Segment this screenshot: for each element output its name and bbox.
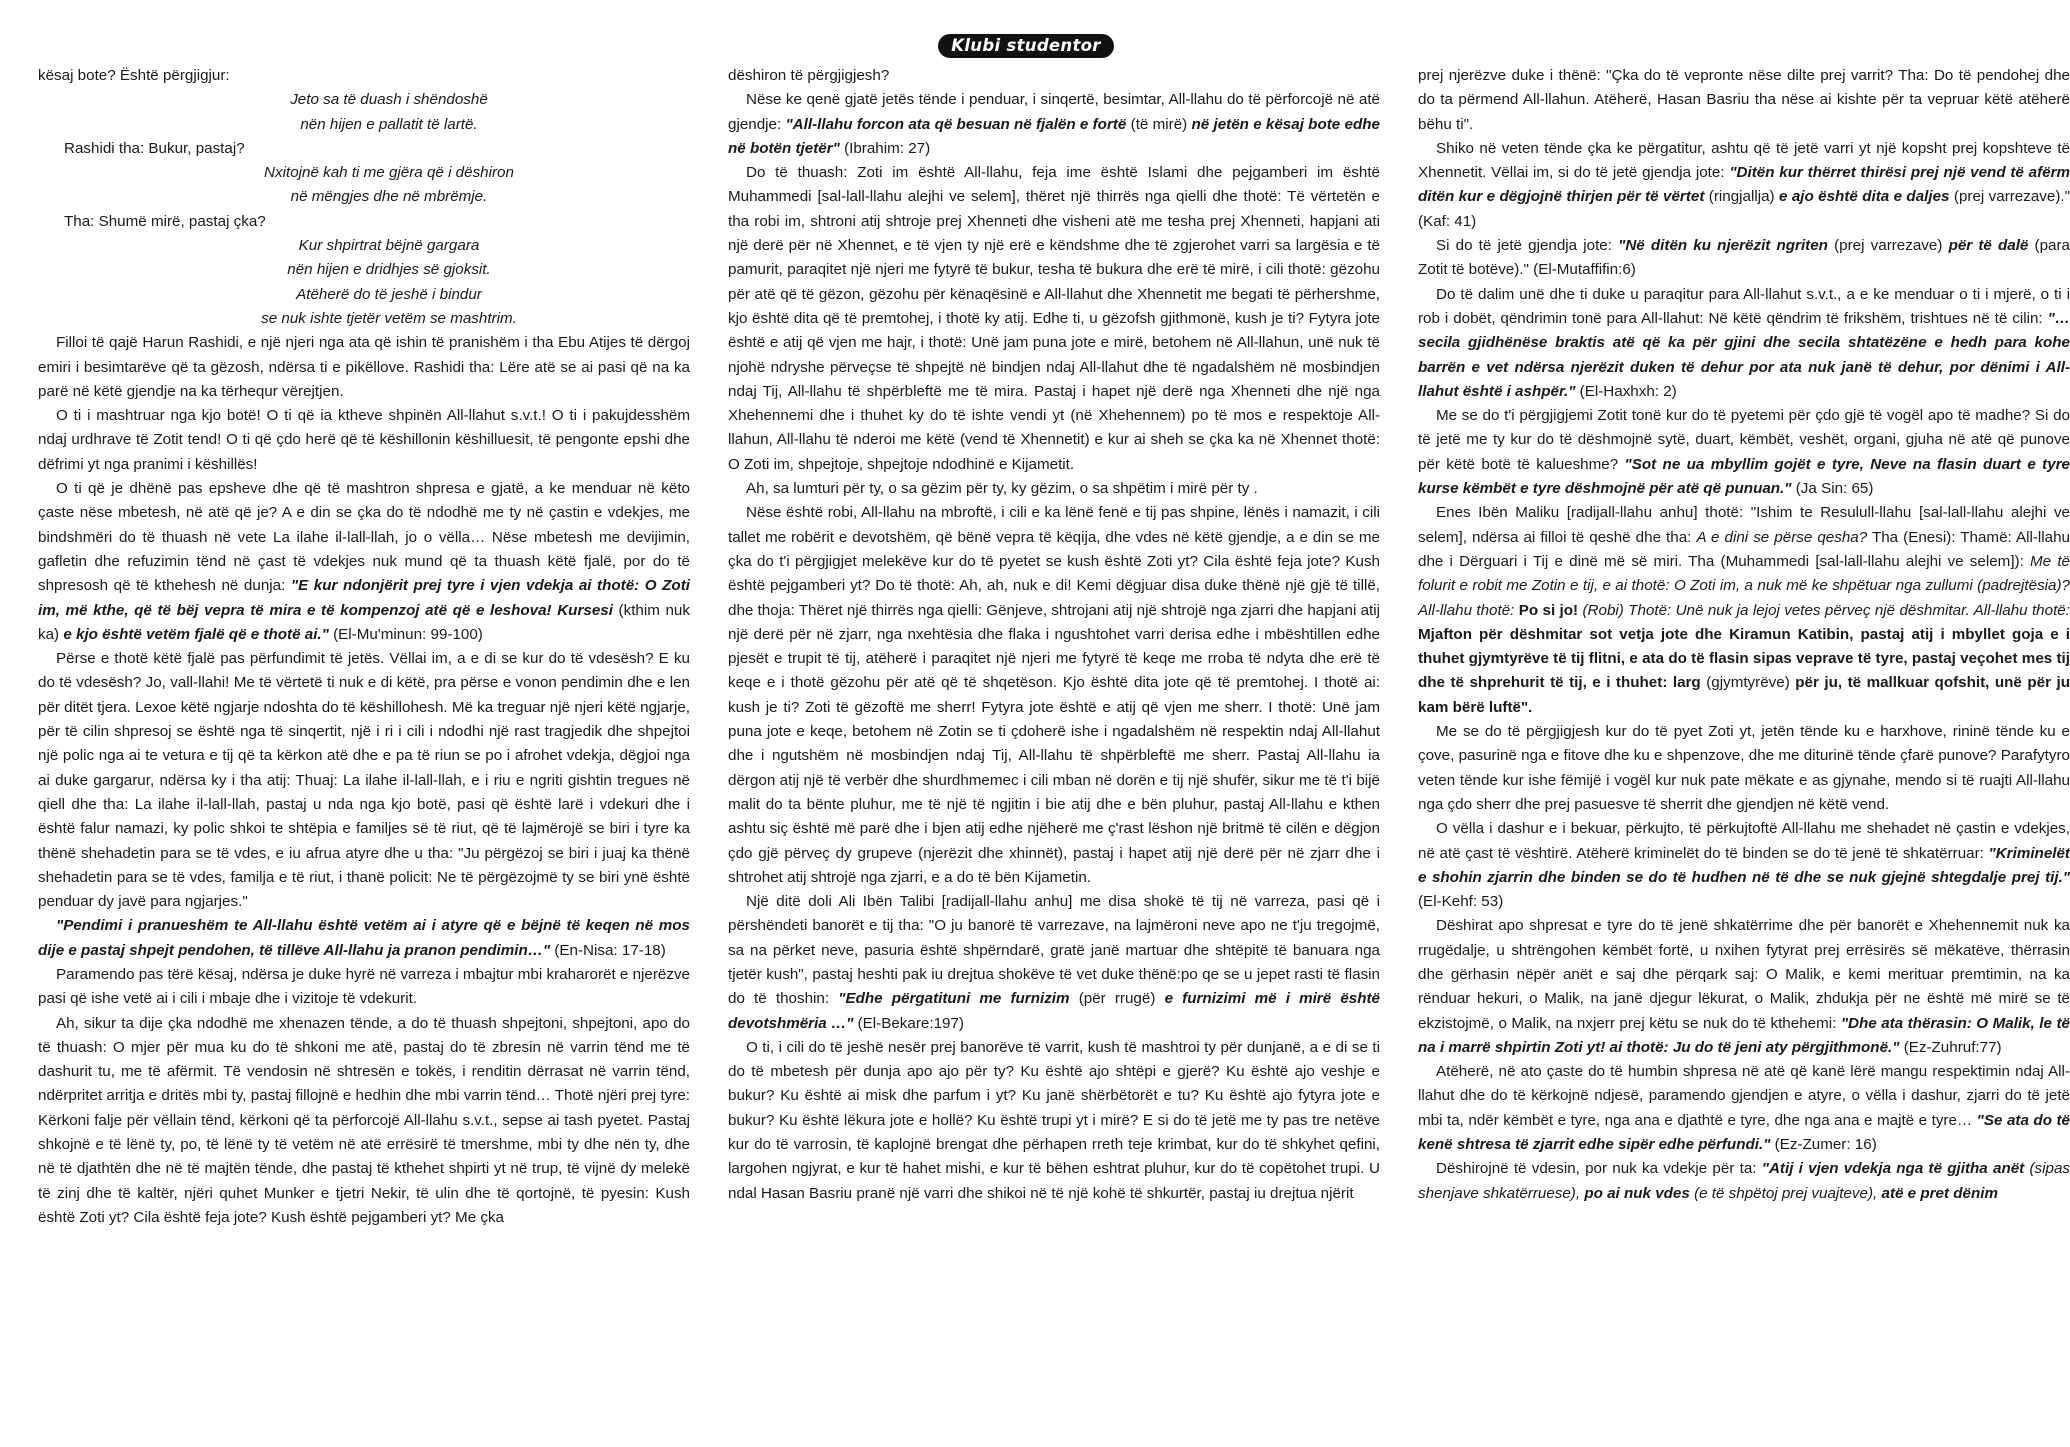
verse-line: në mëngjes dhe në mbrëmje. bbox=[290, 188, 488, 206]
paragraph: prej njerëzve duke i thënë: "Çka do të vepronte nëse dilte prej varrit? Tha: Do të pendohej dhe do ta përmend All-llahun. Atëherë, Hasan Basriu tha nëse ai kishte për ta vepruar këtë atëherë bëhu ti". bbox=[1418, 67, 2070, 133]
quote-reference: (El-Kehf: 53) bbox=[1418, 893, 1504, 911]
quran-quote: "Se ata do të kenë shtresa të zjarrit edhe sipër edhe përfundi." bbox=[1418, 1111, 2070, 1154]
quran-quote: po ai nuk vdes bbox=[1584, 1184, 1690, 1202]
paragraph: Rashidi tha: Bukur, pastaj? bbox=[64, 139, 245, 157]
text: Do të dalim unë dhe ti duke u paraqitur para All-llahut s.v.t., a e ke menduar o ti i mjerë, o ti i rob i dobët, qëndrimin tonë para All-llahut: Në këtë qëndrim të frikshëm, trishtues në të cilin: bbox=[1418, 285, 2070, 327]
text: Enes Ibën Maliku [radijall-llahu anhu] thotë: "Ishim te Resulull-llahu [sal-lall-llahu alejhi ve selem], ndërsa ai filloi të qeshë dhe tha: bbox=[1418, 504, 2070, 546]
quote-reference: (El-Mutaffifin:6) bbox=[1533, 261, 1636, 279]
verse-line: se nuk ishte tjetër vetëm se mashtrim. bbox=[261, 309, 517, 327]
quote-reference: (El-Haxhxh: 2) bbox=[1579, 382, 1677, 400]
paragraph bbox=[728, 890, 1380, 1036]
paragraph bbox=[1418, 1157, 2070, 1206]
paragraph bbox=[1418, 137, 2070, 234]
section-badge: Klubi studentor bbox=[938, 34, 1114, 58]
paragraph: Tha: Shumë mirë, pastaj çka? bbox=[64, 212, 266, 230]
text: (kthim nuk ka) bbox=[38, 601, 690, 643]
paragraph bbox=[728, 88, 1380, 161]
quran-quote: "Pendimi i pranueshëm te All-llahu është vetëm ai i atyre që e bëjnë të keqen në mos dije e pastaj shpejt pendohen, të tillëve All-llahu ja pranon pendimin…" bbox=[38, 917, 690, 959]
text: Shiko në veten tënde çka ke përgatitur, ashtu që të jetë varri yt një kopsht prej kopshteve të Xhennetit. Vëllai im, si do të jetë gjendja jote: bbox=[1418, 139, 2070, 182]
quran-quote: në jetën e kësaj bote edhe në botën tjetër" bbox=[728, 115, 1380, 157]
quran-quote: "Kriminelët e shohin zjarrin dhe binden se do të hudhen në të dhe se nuk gjejnë shtegdalje prej tij." bbox=[1418, 844, 2070, 886]
hadith-emphasis: për ju, të mallkuar qofshit, unë për ju kam bërë luftë". bbox=[1418, 674, 2070, 716]
text: O vëlla i dashur e i bekuar, përkujto, të përkujtoftë All-llahu me shehadet në çastin e vdekjes, në atë çast të vështirë. Atëherë kriminelët do të binden se do të jenë të shkatërruar: bbox=[1418, 820, 2070, 862]
paragraph: dëshiron të përgjigjesh? bbox=[728, 67, 890, 84]
paragraph bbox=[1418, 914, 2070, 1060]
text: (prej varrezave) bbox=[1834, 237, 1943, 255]
column-middle bbox=[728, 64, 1380, 1206]
verse-line: Nxitojnë kah ti me gjëra që i dëshiron bbox=[264, 164, 514, 182]
paragraph bbox=[1418, 1060, 2070, 1157]
hadith-text: (Robi) Thotë: Unë nuk ja lejoj vetes përveç një dëshmitar. All-llahu thotë: bbox=[1582, 601, 2070, 619]
text: Dëshirat apo shpresat e tyre do të jenë shkatërrime dhe për banorët e Xhehennemit nuk ka rrugëdalje, u shtrëngohen këmbët fortë, u nxihen fytyrat prej errësirës së mëkatëve, thërrasin dhe gërhasin nëpër anët e saj dhe përqark saj: O Malik, e kemi merituar premtimin, na ka rënduar hekuri, o Malik, na janë djegur lëkurat, o Malik, zhdukja për ne është më mirë se të ekzistojmë, o Malik, na nxjerr prej këtu se nuk do të kthehemi: bbox=[1418, 917, 2070, 1032]
text: Një ditë doli Ali Ibën Talibi [radijall-llahu anhu] me disa shokë të tij në varreza, pasi që i përshëndeti banorët e tij tha: "O ju banorë të varrezave, na lajmëroni neve apo ne t'ju tregojmë, sa na përket neve, pasuria është shpërndarë, gratë janë martuar dhe shtëpitë të banuara nga tjetër kush", pastaj heshti pak iu drejtua shokëve të vet duke thënë:po qe se u jepet rasti të flasin do të thoshin: bbox=[728, 893, 1380, 1008]
hadith-emphasis: Po si jo! bbox=[1518, 601, 1579, 619]
quran-quote: "… secila gjidhënëse braktis atë që ka për gjini dhe secila shtatëzëne e hedh para kohe barrën e vet ndërsa njerëzit duken të dehur por ata nuk janë të dehur, por dënimi i All-llahut është i ashpër." bbox=[1418, 309, 2070, 400]
quran-quote: "Edhe përgatituni me furnizim bbox=[838, 990, 1070, 1008]
quran-quote: e furnizimi më i mirë është devotshmëria …" bbox=[728, 990, 1380, 1032]
quote-reference: (Ez-Zuhruf:77) bbox=[1903, 1038, 2002, 1056]
paragraph: Filloi të qajë Harun Rashidi, e një njeri nga ata që ishin të pranishëm i tha Ebu Atijes të dërgoj emiri i besimtarëve që ta gëzosh, ndërsa ti e pikëllove. Rashidi tha: Lëre atë se ai pasi që na ka parë në këtë gjendje na ka tërhequr vërejtjen. bbox=[38, 334, 690, 400]
paragraph bbox=[1418, 283, 2070, 404]
paragraph: Ah, sikur ta dije çka ndodhë me xhenazen tënde, a do të thuash shpejtoni, shpejtoni, apo do të thuash: O mjer për mua ku do të shkoni me atë, pastaj do të zbresin në varrin tënd me të dashurit tu, me të afërmit. Të vendosin në shtresën e tokës, i renditin dërrasat në varrin tënd, ndërpritet arritja e dritës mbi ty, pastaj fillojnë e hedhin dhe mbi varrin tënd… Thotë njëri prej tyre: Kërkoni falje për vëllain tënd, kërkoni që ta përforcojë All-llahu s.v.t., sepse ai tash pyetet. Pastaj shkojnë e të lënë ty, po, të lënë ty të vetëm në atë errësirë të tmershme, mbi ty dhe nën ty, dhe në të djathtën dhe në të majtën tënde, dhe pastaj të kthehet shpirti yt në trup, të vijnë dy melekë të zinj dhe të kaltër, njëri quhet Munker e tjetri Nekir, të ulin dhe të qortojnë, të pyesin: Kush është Zoti yt? Cila është feja jote? Kush është pejgamberi yt? Me çka bbox=[38, 1014, 690, 1226]
verse-line: Atëherë do të jeshë i bindur bbox=[296, 285, 482, 303]
paragraph: Përse e thotë këtë fjalë pas përfundimit të jetës. Vëllai im, a e di se kur do të vdesësh? E ku do të vdesësh? Jo, vall-llahi! Me të vërtetë ti nuk e di këtë, pra përse e vonon pendimin dhe e len për ditët tjera. Lexoe këtë ngjarje ndoshta do të këshillohesh. Më ka treguar një njeri këtë ngjarje, për të cilin shpresoj se është nga të sinqertit, një i ri i cili i ndodhi një rast tragjedik dhe shpejtoi një polic nga ai te vetura e tij që ta kërkon atë dhe e pa të riun se po i afrohet vdekja, dëgjoi nga ai duke gargarur, ndërsa ky i tha atij: Thuaj: La ilahe il-lall-llah, e i riu e ngriti gishtin tregues në qiell dhe tha: La ilahe il-lall-llah, pastaj u nda nga kjo botë, pasi që është larë i vdekuri dhe i është falur namazi, ky polic shkoi te shtëpia e familjes së të riut, që të lajmërojë se biri i tyre ka thënë shehadetin para se të vdes, e iu afrua atyre dhe u tha: "Ju përgëzoj se biri i juaj ka thënë shehadetin para se të vdes, familja e të riut, i thanë policit: Ne të përgëzojmë ty se biri ynë është penduar dy javë para ngjarjes." bbox=[38, 650, 690, 911]
text: (të mirë) bbox=[1130, 115, 1188, 133]
quran-quote: e ajo është dita e daljes bbox=[1779, 188, 1950, 206]
column-right bbox=[1418, 64, 2070, 1206]
quran-quote: "Në ditën ku njerëzit ngriten bbox=[1618, 237, 1828, 255]
text: (gjymtyrëve) bbox=[1706, 674, 1790, 692]
text: (prej varrezave)." bbox=[1953, 188, 2070, 206]
text: Si do të jetë gjendja jote: bbox=[1436, 237, 1612, 255]
verse-line: Jeto sa të duash i shëndoshë bbox=[290, 91, 488, 109]
paragraph bbox=[1418, 234, 2070, 283]
quran-quote: atë e pret dënim bbox=[1881, 1184, 1998, 1202]
text: (për rrugë) bbox=[1078, 990, 1156, 1008]
verse-line: nën hijen e pallatit të lartë. bbox=[300, 115, 478, 133]
text: Nëse ke qenë gjatë jetës tënde i penduar, i sinqertë, besimtar, All-llahu do të përforcojë në atë gjendje: bbox=[728, 91, 1380, 133]
quote-reference: (Ja Sin: 65) bbox=[1795, 480, 1874, 498]
text: (e të shpëtoj prej vuajteve), bbox=[1694, 1184, 1878, 1202]
paragraph: Me se do të përgjigjesh kur do të pyet Zoti yt, jetën tënde ku e harxhove, rininë tënde ku e çove, pasurinë nga e fitove dhe ku e shpenzove, dhe me diturinë tënde çfarë punove? Parafytyro veten tënde kur ishe fëmijë i vogël kur nuk pate mëkate e as gjynahe, mendo si të ruajti All-llahu nga çdo sherr dhe prej pasuesve të sherrit dhe gjendjen në këtë vend. bbox=[1418, 723, 2070, 813]
paragraph: Ah, sa lumturi për ty, o sa gëzim për ty, ky gëzim, o sa shpëtim i mirë për ty . bbox=[746, 480, 1258, 498]
paragraph: O ti i mashtruar nga kjo botë! O ti që ia ktheve shpinën All-llahut s.v.t.! O ti i pakujdesshëm ndaj urdhrave të Zotit tend! O ti që çdo herë që të këshillonin këshilluesit, të pengonte epshi dhe dëfrimi yt nga pranimi i këshillës! bbox=[38, 407, 690, 473]
quote-reference: (El-Bekare:197) bbox=[857, 1014, 964, 1032]
quran-quote: "E kur ndonjërit prej tyre i vjen vdekja ai thotë: O Zoti im, më kthe, që të bëj vepra të mira e të kompenzoj atë që e leshova! Kursesi bbox=[38, 577, 690, 619]
text: Tha (Enesi): Thamë: All-llahu dhe i Dërguari i Tij e dinë më së miri. Tha (Muhammedi [sal-lall-llahu alejhi ve selem]): bbox=[1418, 528, 2070, 570]
paragraph bbox=[1418, 404, 2070, 501]
hadith-text: A e dini se përse qesha? bbox=[1696, 528, 1868, 546]
text: Dëshirojnë të vdesin, por nuk ka vdekje për ta: bbox=[1436, 1160, 1757, 1178]
paragraph bbox=[1418, 501, 2070, 720]
quran-quote: "Atij i vjen vdekja nga të gjitha anët bbox=[1761, 1160, 2025, 1178]
paragraph: Nëse është robi, All-llahu na mbroftë, i cili e ka lënë fenë e tij pas shpine, lënës i namazit, i cili tallet me robërit e devotshëm, që bënë vepra të këqija, dhe vdes në këtë gjendje, a e din se me çka do t'i përgjigjet melekëve kur do të pyetet se kush është Zoti yt? Cila është feja jote? Kush është pejgamberi yt? Do të thotë: Ah, ah, nuk e di! Kemi dëgjuar disa duke thënë një gjë të tillë, dhe thoja: Thëret një thirrës nga qielli: Gënjeve, shtrojani atij një shtrojë nga zjarri dhe hapjani atij një derë për në zjarr, nga nxehtësia dhe flaka i ngushtohet varri derisa edhe i mbështillen edhe pjesët e trupit të tij, atëherë i paraqitet një njeri me fytyrë të keqe me rroba të ndyta dhe erë të keqe e i thotë gëzohu për atë që të shqetëson. Kjo është dita jote që të premtohej. I thotë ai: kush je ti? Zoti të gëzoftë me sherr! Fytyra jote është e atij që vjen me sherr. I thotë: Unë jam puna jote e keqe, betohem në Zotin se ti çdoherë ishe i ngadalshëm në respektin ndaj All-llahut dhe i ngutshëm në mosbindjen ndaj Tij, All-llahu të shpërbleftë me sherr. Pastaj All-llahu ia dërgon atij një të verbër dhe shurdhmemec i cili mban në dorën e tij një shufër, sikur me të t'i bijë malit do ta bënte pluhur, me të një të ngjitin i bie atij dhe e bën pluhur, pastaj All-llahu e kthen ashtu siç është më parë dhe i bjen atij edhe njëherë me ç'rast lëshon një britmë të cilën e dëgjon çdo gjë përveç dy grupeve (njerëzit dhe xhinnët), pastaj i hapet atij një derë për në zjarr dhe i shtrohet atij shtrojë nga zjarri, e a do të bën Kijametin. bbox=[728, 504, 1380, 886]
quran-quote: e kjo është vetëm fjalë që e thotë ai." bbox=[63, 625, 329, 643]
paragraph: kësaj bote? Është përgjigjur: bbox=[38, 67, 230, 84]
paragraph bbox=[1418, 817, 2070, 914]
text: Me se do t'i përgjigjemi Zotit tonë kur do të pyetemi për çdo gjë të vogël apo të madhe? Si do të jetë me ty kur do të dëshmojnë sytë, duart, këmbët, veshët, organi, gjuha në atë që punove për këtë botë të kalueshme? bbox=[1418, 407, 2070, 473]
paragraph: O ti, i cili do të jeshë nesër prej banorëve të varrit, kush të mashtroi ty për dunjanë, a e di se ti do të mbetesh për dunja apo ajo për ty? Ku është ajo shtëpi e gjerë? Ku është ajo veshje e bukur? Ku është ai misk dhe parfum i yt? Ku janë shërbëtorët e tu? Ku është ajo fytyra jote e bukur? Ku është lëkura jote e hollë? Ku është trupi yt i mirë? E si do të jetë me ty pas tre netëve kur do të varrosin, të kaplojnë brengat dhe përhapen rreth teje krimbat, kur do të shkyhet qefini, largohen ngjyrat, e kur të hahet mishi, e kur të bëhen eshtrat pluhur, kur do të copëtohet trupi. U ndal Hasan Basriu pranë një varri dhe shikoi në të një kohë të shkurtër, pastaj iu drejtua njërit bbox=[728, 1038, 1380, 1202]
paragraph: Do të thuash: Zoti im është All-llahu, feja ime është Islami dhe pejgamberi im është Muhammedi [sal-lall-llahu alejhi ve selem], thëret një thirrës nga qielli dhe thotë: Të vërtetën e tha robi im, shtroni atij shtroje prej Xhenneti dhe visheni atë me tesha prej Xhenneti, hapjani ati një derë për në Xhennet, e të vjen ty një erë e këndshme dhe të zgjerohet varri sa largësia e të pamurit, paraqitet një njeri me fytyrë të bukur, tesha të bukura dhe erë të mirë, i cili thotë: gëzohu për atë që të gëzon, gëzohu për kënaqësinë e All-llahut dhe Xhennetit me begati të përhershme, kjo është dita që të premtohej, i thotë ky atij. Edhe ti, u gëzofsh gjithmonë, kush je ti? Fytyra jote është e atij që vjen me hajr, i thotë: Unë jam puna jote e mirë, betohem në All-llahun, unë nuk të njohë ndryshe përveçse të shpejtë në bindjen ndaj All-llahut dhe të ngadalshëm në mosbindjen ndaj Tij, All-llahu të shpërbleftë me të mira. Pastaj i hapet një derë nga Xhenneti dhe një nga Xhehennemi dhe i thuhet ky do të ishte vendi yt (në Xhehennem) po të mos e respektoje All-llahun, All-llahu të nderoi me këtë (vend të Xhennetit) e kur ai sheh se çka ka në Xhennet thotë: O Zoti im, shpejtoje, shpejtoje ndodhinë e Kijametit. bbox=[728, 164, 1380, 473]
text: (sipas shenjave shkatërruese), bbox=[1418, 1160, 2070, 1202]
hadith-emphasis: Mjafton për dëshmitar sot vetja jote dhe Kiramun Katibin, pastaj atij i mbyllet goja e i thuhet gjymtyrëve të tij flitni, e ata do të flasin sipas veprave të tyre, pastaj veçohet mes tij dhe të shprehurit të tij, e i thuhet: larg bbox=[1418, 625, 2070, 692]
text: Atëherë, në ato çaste do të humbin shpresa në atë që kanë lërë mangu respektimin ndaj All-llahut dhe do të kërkojnë ndjesë, paramendo gjendjen e atyre, o vëlla i dashur, zjarri do të jetë mbi ta, ndër këmbët e tyre, nga ana e djathtë e tyre, dhe nga ana e majtë e tyre… bbox=[1418, 1063, 2070, 1129]
text: (para Zotit të botëve)." bbox=[1418, 237, 2070, 279]
paragraph bbox=[38, 477, 690, 647]
quote-reference: (El-Mu'minun: 99-100) bbox=[333, 625, 483, 643]
text: (ringjallja) bbox=[1708, 188, 1775, 206]
text: O ti që je dhënë pas epsheve dhe që të mashtron shpresa e gjatë, a ke menduar në këto çaste nëse mbetesh, në atë që je? A e din se çka do të ndodhë me ty në çastin e vdekjes, me bindshmëri do të thuash në vete La ilahe il-lall-llah, jo o vëlla… Nëse mbetesh me devijimin, gafletin dhe refuzimin tënd në çast të vdekjes nuk mund që ta thuash këtë fjalë, por do të shpresosh që të kthehesh në dunja: bbox=[38, 480, 690, 595]
quran-quote: "Ditën kur thërret thirësi prej një vend të afërm ditën kur e dëgjojnë thirjen për të vërtet bbox=[1418, 164, 2070, 206]
quran-quote: për të dalë bbox=[1948, 237, 2029, 255]
verse-line: Kur shpirtrat bëjnë gargara bbox=[298, 237, 480, 255]
quote-reference: (En-Nisa: 17-18) bbox=[554, 941, 666, 959]
paragraph: Paramendo pas tërë kësaj, ndërsa je duke hyrë në varreza i mbajtur mbi kraharorët e njerëzve pasi që ishe vetë ai i cili i mbaje dhe i vizitoje të vdekurit. bbox=[38, 965, 690, 1008]
hadith-text: Me të folurit e robit me Zotin e tij, e ai thotë: O Zoti im, a nuk më ke shpëtuar nga zullumi (padrejtësia)? All-llahu thotë: bbox=[1418, 552, 2070, 619]
column-left bbox=[38, 64, 690, 1230]
quran-quote: "Dhe ata thërasin: O Malik, le të na i marrë shpirtin Zoti yt! ai thotë: Ju do të jeni aty përgjithmonë." bbox=[1418, 1014, 2070, 1056]
quran-quote: "All-llahu forcon ata që besuan në fjalën e fortë bbox=[785, 115, 1127, 133]
quote-reference: (Ibrahim: 27) bbox=[844, 139, 931, 157]
quote-reference: (Ez-Zumer: 16) bbox=[1774, 1136, 1877, 1154]
paragraph bbox=[38, 914, 690, 963]
quran-quote: "Sot ne ua mbyllim gojët e tyre, Neve na flasin duart e tyre kurse këmbët e tyre dëshmojnë për atë që punuan." bbox=[1418, 455, 2070, 498]
quote-reference: (Kaf: 41) bbox=[1418, 212, 1477, 230]
verse-line: nën hijen e dridhjes së gjoksit. bbox=[287, 261, 491, 279]
